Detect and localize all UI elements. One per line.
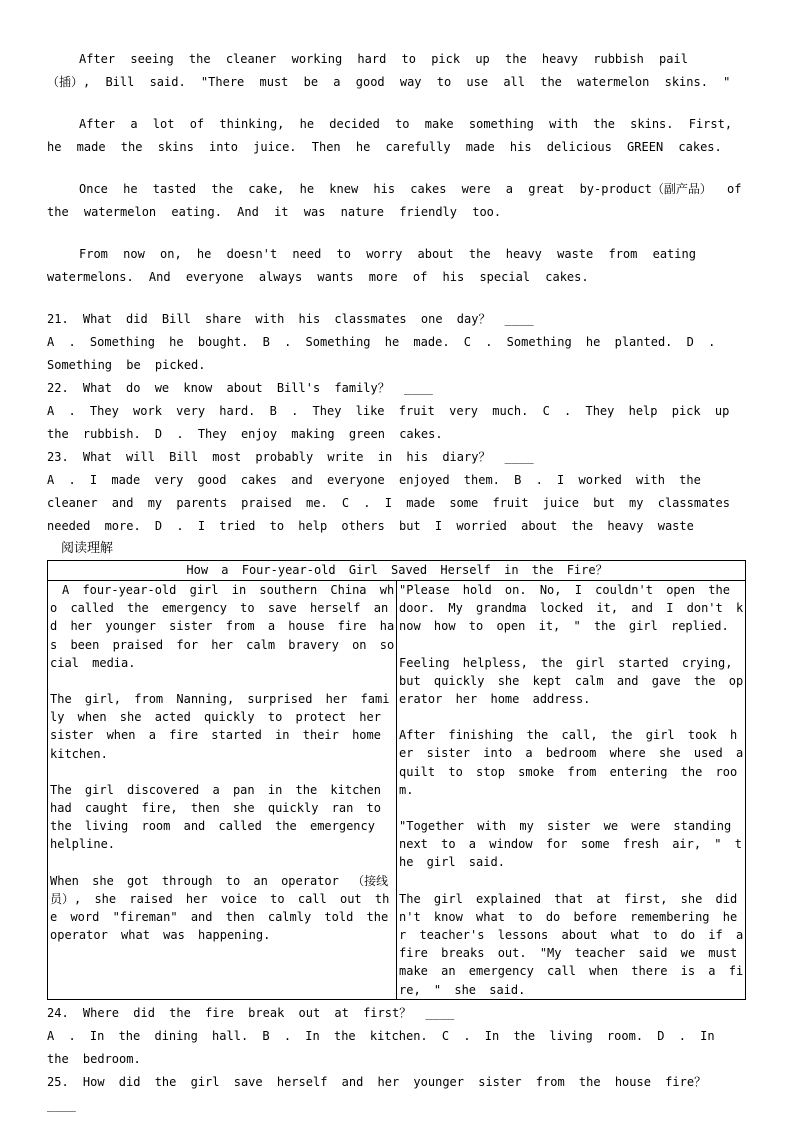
story-left-column: [48, 581, 397, 1000]
story-paragraph: When she got through to an operator （接线员）, she raised her voice to call out the word "fireman" and then calmly told the operator what was happening.: [50, 873, 390, 943]
passage-paragraph: After seeing the cleaner working hard to pick up the heavy rubbish pail （插）, Bill said. "There must be a good way to use all the watermelon skins. ": [47, 52, 731, 89]
story-paragraph: The girl discovered a pan in the kitchen had caught fire, then she quickly ran to the living room and called the emergency helpline.: [50, 782, 381, 852]
story-paragraph: The girl, from Nanning, surprised her family when she acted quickly to protect her sister when a fire started in their home kitchen.: [50, 692, 390, 761]
story-paragraph: A four-year-old girl in southern China who called the emergency to save herself and her younger sister from a house fire has been praised for her calm bravery on social media.: [50, 583, 395, 670]
question-block: [47, 308, 747, 538]
question-block: [47, 1002, 747, 1117]
story-paragraph: Feeling helpless, the girl started crying, but quickly she kept calm and gave the operator her home address.: [399, 655, 744, 707]
story-right-column: [397, 581, 746, 1000]
passage-paragraph: From now on, he doesn't need to worry about the heavy waste from eating watermelons. And everyone always wants more of his special cakes.: [47, 247, 696, 284]
question-stem: 23. What will Bill most probably write in his diary？ ____: [47, 450, 534, 464]
question-stem: 25. How did the girl save herself and her younger sister from the house fire？ ____: [47, 1074, 707, 1112]
question-options: A . Something he bought. B . Something he made. C . Something he planted. D . Something be picked.: [47, 335, 716, 372]
question-options: A . In the dining hall. B . In the kitchen. C . In the living room. D . In the bedroom.: [47, 1028, 715, 1066]
question-options: A . I made very good cakes and everyone enjoyed them. B . I worked with the cleaner and my parents praised me. C . I made some fruit juice but my classmates needed more. D . I tried to help others but I worried about the heavy waste: [47, 473, 730, 533]
story-paragraph: "Together with my sister we were standing next to a window for some fresh air, " the girl said.: [399, 819, 742, 870]
section-label: 阅读理解: [61, 541, 114, 556]
question-stem: 22. What do we know about Bill's family？ ____: [47, 381, 433, 395]
question-stem: 21. What did Bill share with his classmates one day？ ____: [47, 312, 534, 326]
story-title: How a Four-year-old Girl Saved Herself in the Fire？: [48, 561, 746, 581]
question-stem: 24. Where did the fire break out at first？ ____: [47, 1005, 455, 1020]
passage-paragraph: Once he tasted the cake, he knew his cakes were a great by-product（副产品） of the watermelon eating. And it was nature friendly too.: [47, 182, 742, 219]
question-options: A . They work very hard. B . They like fruit very much. C . They help pick up the rubbish. D . They enjoy making green cakes.: [47, 404, 730, 441]
passage-paragraph: After a lot of thinking, he decided to make something with the skins. First, he made the skins into juice. Then he carefully made his delicious GREEN cakes.: [47, 117, 733, 154]
story-table: [47, 560, 746, 1000]
story-paragraph: After finishing the call, the girl took her sister into a bedroom where she used a quilt to stop smoke from entering the room.: [399, 728, 744, 797]
story-paragraph: The girl explained that at first, she didn't know what to do before remembering her teacher's lessons about what to do if a fire breaks out. "My teacher said we must make an emergency call when there is a fire, " she said.: [399, 891, 744, 997]
story-paragraph: "Please hold on. No, I couldn't open the door. My grandma locked it, and I don't know how to open it, " the girl replied.: [399, 583, 744, 634]
document-page: [47, 0, 747, 1117]
